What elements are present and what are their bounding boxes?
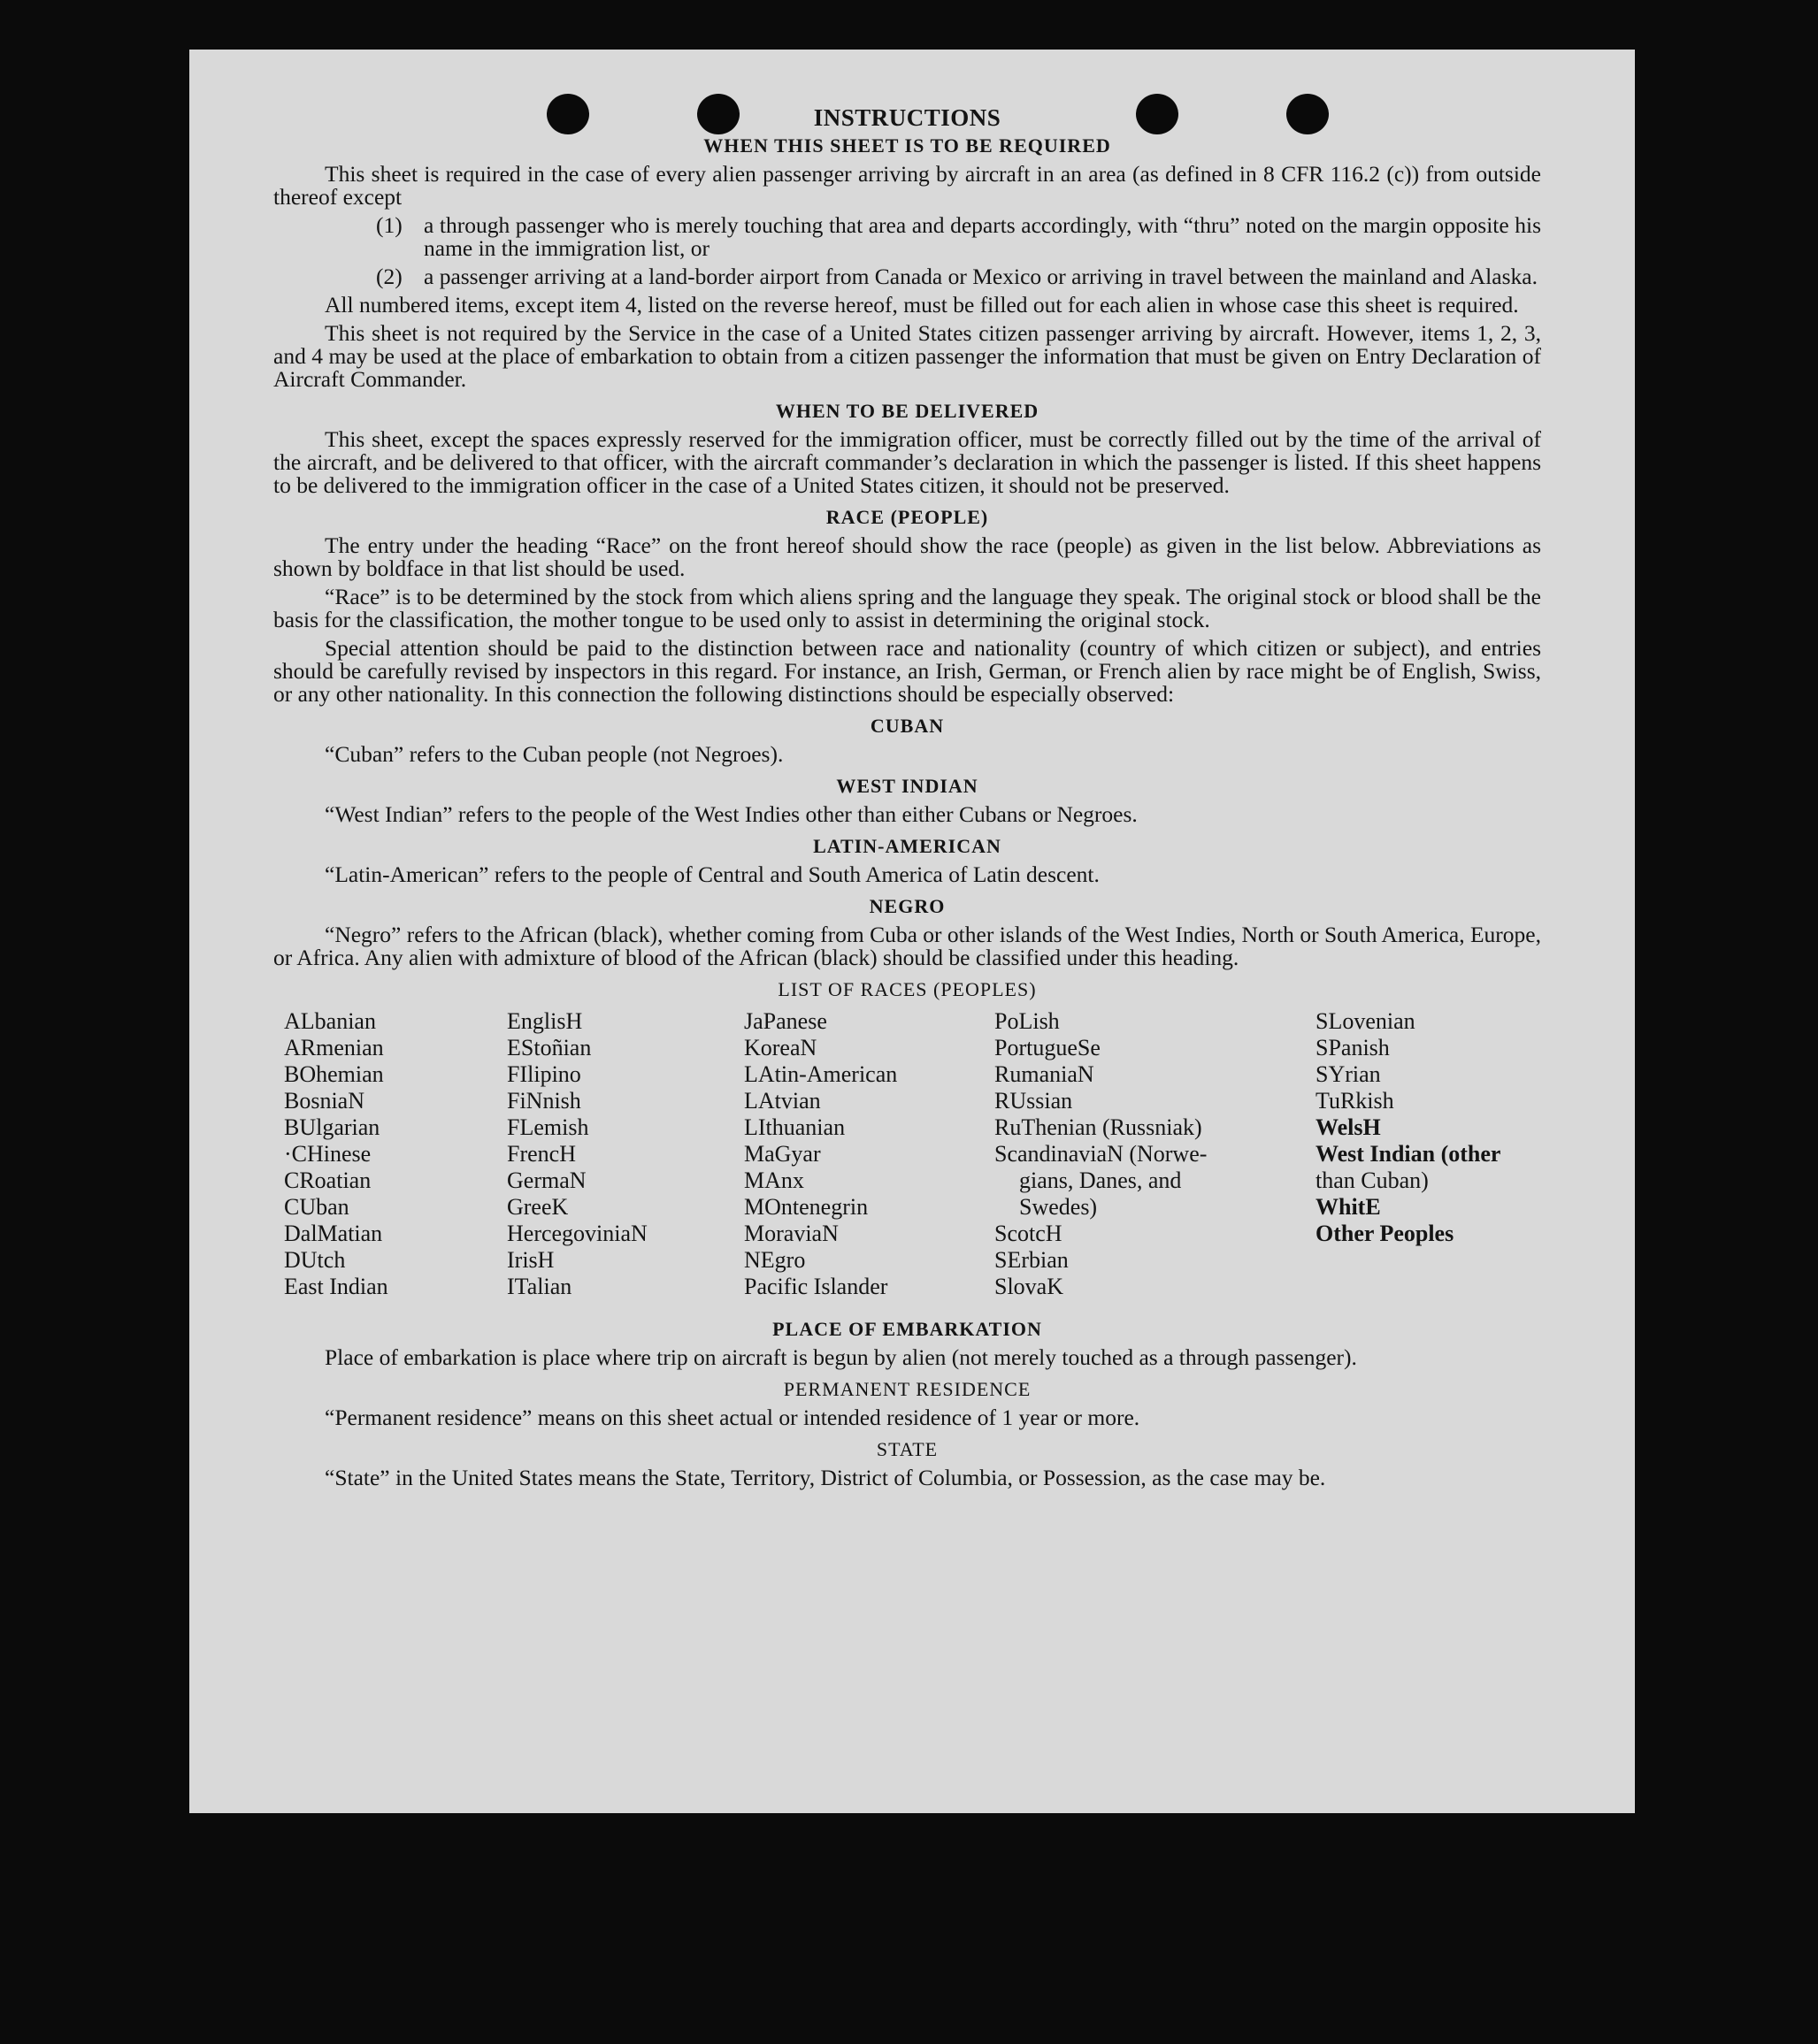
race-entry: PoLish [994, 1008, 1060, 1034]
race-entry: ·CHinese [284, 1141, 372, 1167]
race-entry: RUssian [994, 1088, 1073, 1114]
list-item [273, 214, 1541, 260]
races-list [273, 1008, 1541, 1309]
race-entry: West Indian (other [1316, 1141, 1501, 1167]
definition-text: “Latin-American” refers to the people of Central and South America of Latin descent. [325, 861, 1100, 887]
race-entry: SErbian [994, 1247, 1069, 1273]
paragraph: All numbered items, except item 4, listed on the reverse hereof, must be filled out for each alien in whose case this sheet is required. [325, 292, 1519, 318]
race-entry: SlovaK [994, 1274, 1063, 1299]
race-entry: DUtch [284, 1247, 346, 1273]
paragraph: Place of embarkation is place where trip on aircraft is begun by alien (not merely touched as a through passenger). [325, 1344, 1357, 1370]
race-entry: East Indian [284, 1274, 388, 1299]
paragraph: This sheet, except the spaces expressly reserved for the immigration officer, must be correctly filled out by the time of the arrival of the aircraft, and be delivered to that officer, with the aircraft commander’s declaration in which the passenger is listed. If this sheet happens to be delivered to the immigration officer in the case of a United States citizen, it should not be preserved. [273, 426, 1541, 498]
races-column-5 [1316, 1008, 1500, 1247]
item-text: a through passenger who is merely touching that area and departs accordingly, with “thru” noted on the margin opposite his name in the immigration list, or [424, 212, 1541, 261]
page-title: INSTRUCTIONS [813, 104, 1001, 131]
list-item [273, 265, 1541, 288]
races-column-1 [284, 1008, 388, 1300]
heading-negro: NEGRO [869, 895, 946, 917]
race-entry: HercegoviniaN [507, 1221, 648, 1246]
paragraph: This sheet is required in the case of every alien passenger arriving by aircraft in an area (as defined in 8 CFR 116.2 (c)) from outside thereof except [273, 161, 1541, 210]
paragraph: This sheet is not required by the Service in the case of a United States citizen passenger arriving by aircraft. However, items 1, 2, 3, and 4 may be used at the place of embarkation to obtain from a citizen passenger the information that must be given on Entry Declaration of Aircraft Commander. [273, 320, 1541, 392]
race-entry: ScotcH [994, 1221, 1062, 1246]
definition-text: “Negro” refers to the African (black), whether coming from Cuba or other islands of the West Indies, North or South America, Europe, or Africa. Any alien with admixture of blood of the African (black) should be classified under this heading. [273, 922, 1541, 970]
race-entry: BOhemian [284, 1061, 384, 1087]
heading-west-indian: WEST INDIAN [836, 775, 978, 797]
race-entry: ALbanian [284, 1008, 376, 1034]
races-column-2 [507, 1008, 648, 1300]
paragraph: “Permanent residence” means on this sheet actual or intended residence of 1 year or more. [325, 1405, 1140, 1430]
race-entry: EnglisH [507, 1008, 583, 1034]
race-entry: EStoñian [507, 1035, 592, 1060]
race-entry: MOntenegrin [744, 1194, 869, 1220]
heading-when-required: WHEN THIS SHEET IS TO BE REQUIRED [703, 134, 1111, 157]
document-page [189, 50, 1635, 1813]
race-entry: Pacific Islander [744, 1274, 888, 1299]
races-column-3 [744, 1008, 897, 1300]
race-entry: than Cuban) [1316, 1167, 1429, 1193]
race-entry: WelsH [1316, 1114, 1381, 1140]
race-entry: RuThenian (Russniak) [994, 1114, 1202, 1140]
race-entry: MaGyar [744, 1141, 821, 1167]
item-number: (2) [376, 264, 403, 289]
races-column-4 [994, 1008, 1260, 1300]
heading-state: STATE [876, 1438, 939, 1460]
race-entry: DalMatian [284, 1221, 383, 1246]
race-entry: IrisH [507, 1247, 555, 1273]
race-entry: KoreaN [744, 1035, 817, 1060]
race-entry: ARmenian [284, 1035, 384, 1060]
heading-cuban: CUBAN [870, 715, 945, 737]
race-entry: SLovenian [1316, 1008, 1415, 1034]
heading-latin-american: LATIN-AMERICAN [813, 835, 1001, 857]
definition-text: “West Indian” refers to the people of the West Indies other than either Cubans or Negroes. [325, 801, 1138, 827]
race-entry: WhitE [1316, 1194, 1381, 1220]
paragraph: “Race” is to be determined by the stock from which aliens spring and the language they speak. The original stock or blood shall be the basis for the classification, the mother tongue to be used only to assist in determining the original stock. [273, 584, 1541, 632]
race-entry: LAtin-American [744, 1061, 898, 1087]
heading-permanent-residence: PERMANENT RESIDENCE [783, 1378, 1032, 1400]
item-number: (1) [376, 212, 403, 238]
heading-when-delivered: WHEN TO BE DELIVERED [775, 400, 1039, 422]
race-entry: GermaN [507, 1167, 587, 1193]
race-entry: TuRkish [1316, 1088, 1394, 1114]
race-entry: FiNnish [507, 1088, 581, 1114]
paragraph: Special attention should be paid to the distinction between race and nationality (country of which citizen or subject), and entries should be carefully revised by inspectors in this regard. For instance, an Irish, German, or French alien by race might be of English, Swiss, or any other nationality. In this connection the following distinctions should be especially observed: [273, 635, 1541, 707]
race-entry: Other Peoples [1316, 1221, 1454, 1246]
race-entry: FIlipino [507, 1061, 581, 1087]
race-entry: Swedes) [1019, 1194, 1098, 1220]
race-entry: MoraviaN [744, 1221, 839, 1246]
race-entry: SPanish [1316, 1035, 1390, 1060]
race-entry: MAnx [744, 1167, 804, 1193]
paragraph: The entry under the heading “Race” on the front hereof should show the race (people) as given in the list below. Abbreviations as shown by boldface in that list should be used. [273, 532, 1541, 581]
definition-text: “Cuban” refers to the Cuban people (not Negroes). [325, 741, 784, 767]
race-entry: GreeK [507, 1194, 569, 1220]
race-entry: JaPanese [744, 1008, 827, 1034]
heading-list-of-races: LIST OF RACES (PEOPLES) [778, 978, 1037, 1000]
paragraph: “State” in the United States means the State, Territory, District of Columbia, or Possession, as the case may be. [325, 1465, 1326, 1490]
race-entry: FLemish [507, 1114, 589, 1140]
race-entry: BosniaN [284, 1088, 364, 1114]
heading-race: RACE (PEOPLE) [825, 506, 989, 528]
heading-place-of-embarkation: PLACE OF EMBARKATION [772, 1318, 1042, 1340]
race-entry: PortugueSe [994, 1035, 1101, 1060]
race-entry: CRoatian [284, 1167, 372, 1193]
race-entry: ITalian [507, 1274, 572, 1299]
race-entry: CUban [284, 1194, 349, 1220]
race-entry: NEgro [744, 1247, 806, 1273]
race-entry: BUlgarian [284, 1114, 380, 1140]
race-entry: RumaniaN [994, 1061, 1094, 1087]
race-entry: SYrian [1316, 1061, 1381, 1087]
race-entry: ScandinaviaN (Norwe- [994, 1141, 1208, 1167]
item-text: a passenger arriving at a land-border airport from Canada or Mexico or arriving in travel between the mainland and Alaska. [424, 264, 1538, 289]
race-entry: gians, Danes, and [1019, 1167, 1182, 1193]
race-entry: LAtvian [744, 1088, 821, 1114]
race-entry: LIthuanian [744, 1114, 846, 1140]
instructions-body [273, 106, 1541, 1495]
race-entry: FrencH [507, 1141, 576, 1167]
